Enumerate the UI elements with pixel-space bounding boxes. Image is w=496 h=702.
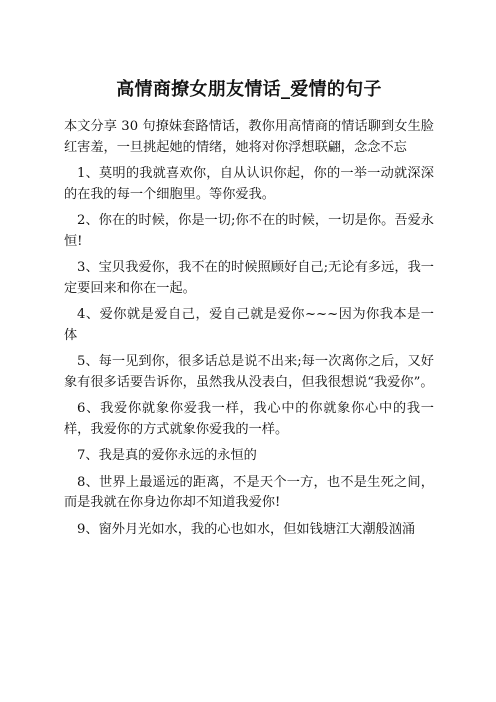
list-item: 8、世界上最遥远的距离，不是天个一方，也不是生死之间，而是我就在你身边你却不知道我爱你!: [64, 474, 434, 510]
list-item: 7、我是真的爱你永远的永恒的: [77, 448, 257, 463]
list-item: 3、宝贝我爱你，我不在的时候照顾好自己;无论有多远，我一定要回来和你在一起。: [64, 260, 434, 296]
list-item: 1、莫明的我就喜欢你，自从认识你起，你的一举一动就深深的在我的每一个细胞里。等你爱我。: [64, 166, 434, 202]
document-title: 高情商撩女朋友情话_爱情的句子: [116, 79, 382, 100]
list-item: 2、你在的时候，你是一切;你不在的时候，一切是你。吾爱永恒!: [64, 213, 434, 249]
list-item: 4、爱你就是爱自己，爱自己就是爱你~~~因为你我本是一体: [64, 307, 434, 343]
list-item: 6、我爱你就象你爱我一样，我心中的你就象你心中的我一样，我爱你的方式就象你爱我的一样。: [64, 401, 434, 437]
intro-paragraph: 本文分享 30 句撩妹套路情话，教你用高情商的情话聊到女生脸红害羞，一旦挑起她的情绪，她将对你浮想联翩，念念不忘: [64, 119, 434, 155]
list-item: 5、每一见到你，很多话总是说不出来;每一次离你之后，又好象有很多话要告诉你，虽然我从没表白，但我很想说“我爱你”。: [64, 354, 434, 390]
list-item: 9、窗外月光如水，我的心也如水，但如钱塘江大潮般汹涌: [77, 521, 416, 537]
